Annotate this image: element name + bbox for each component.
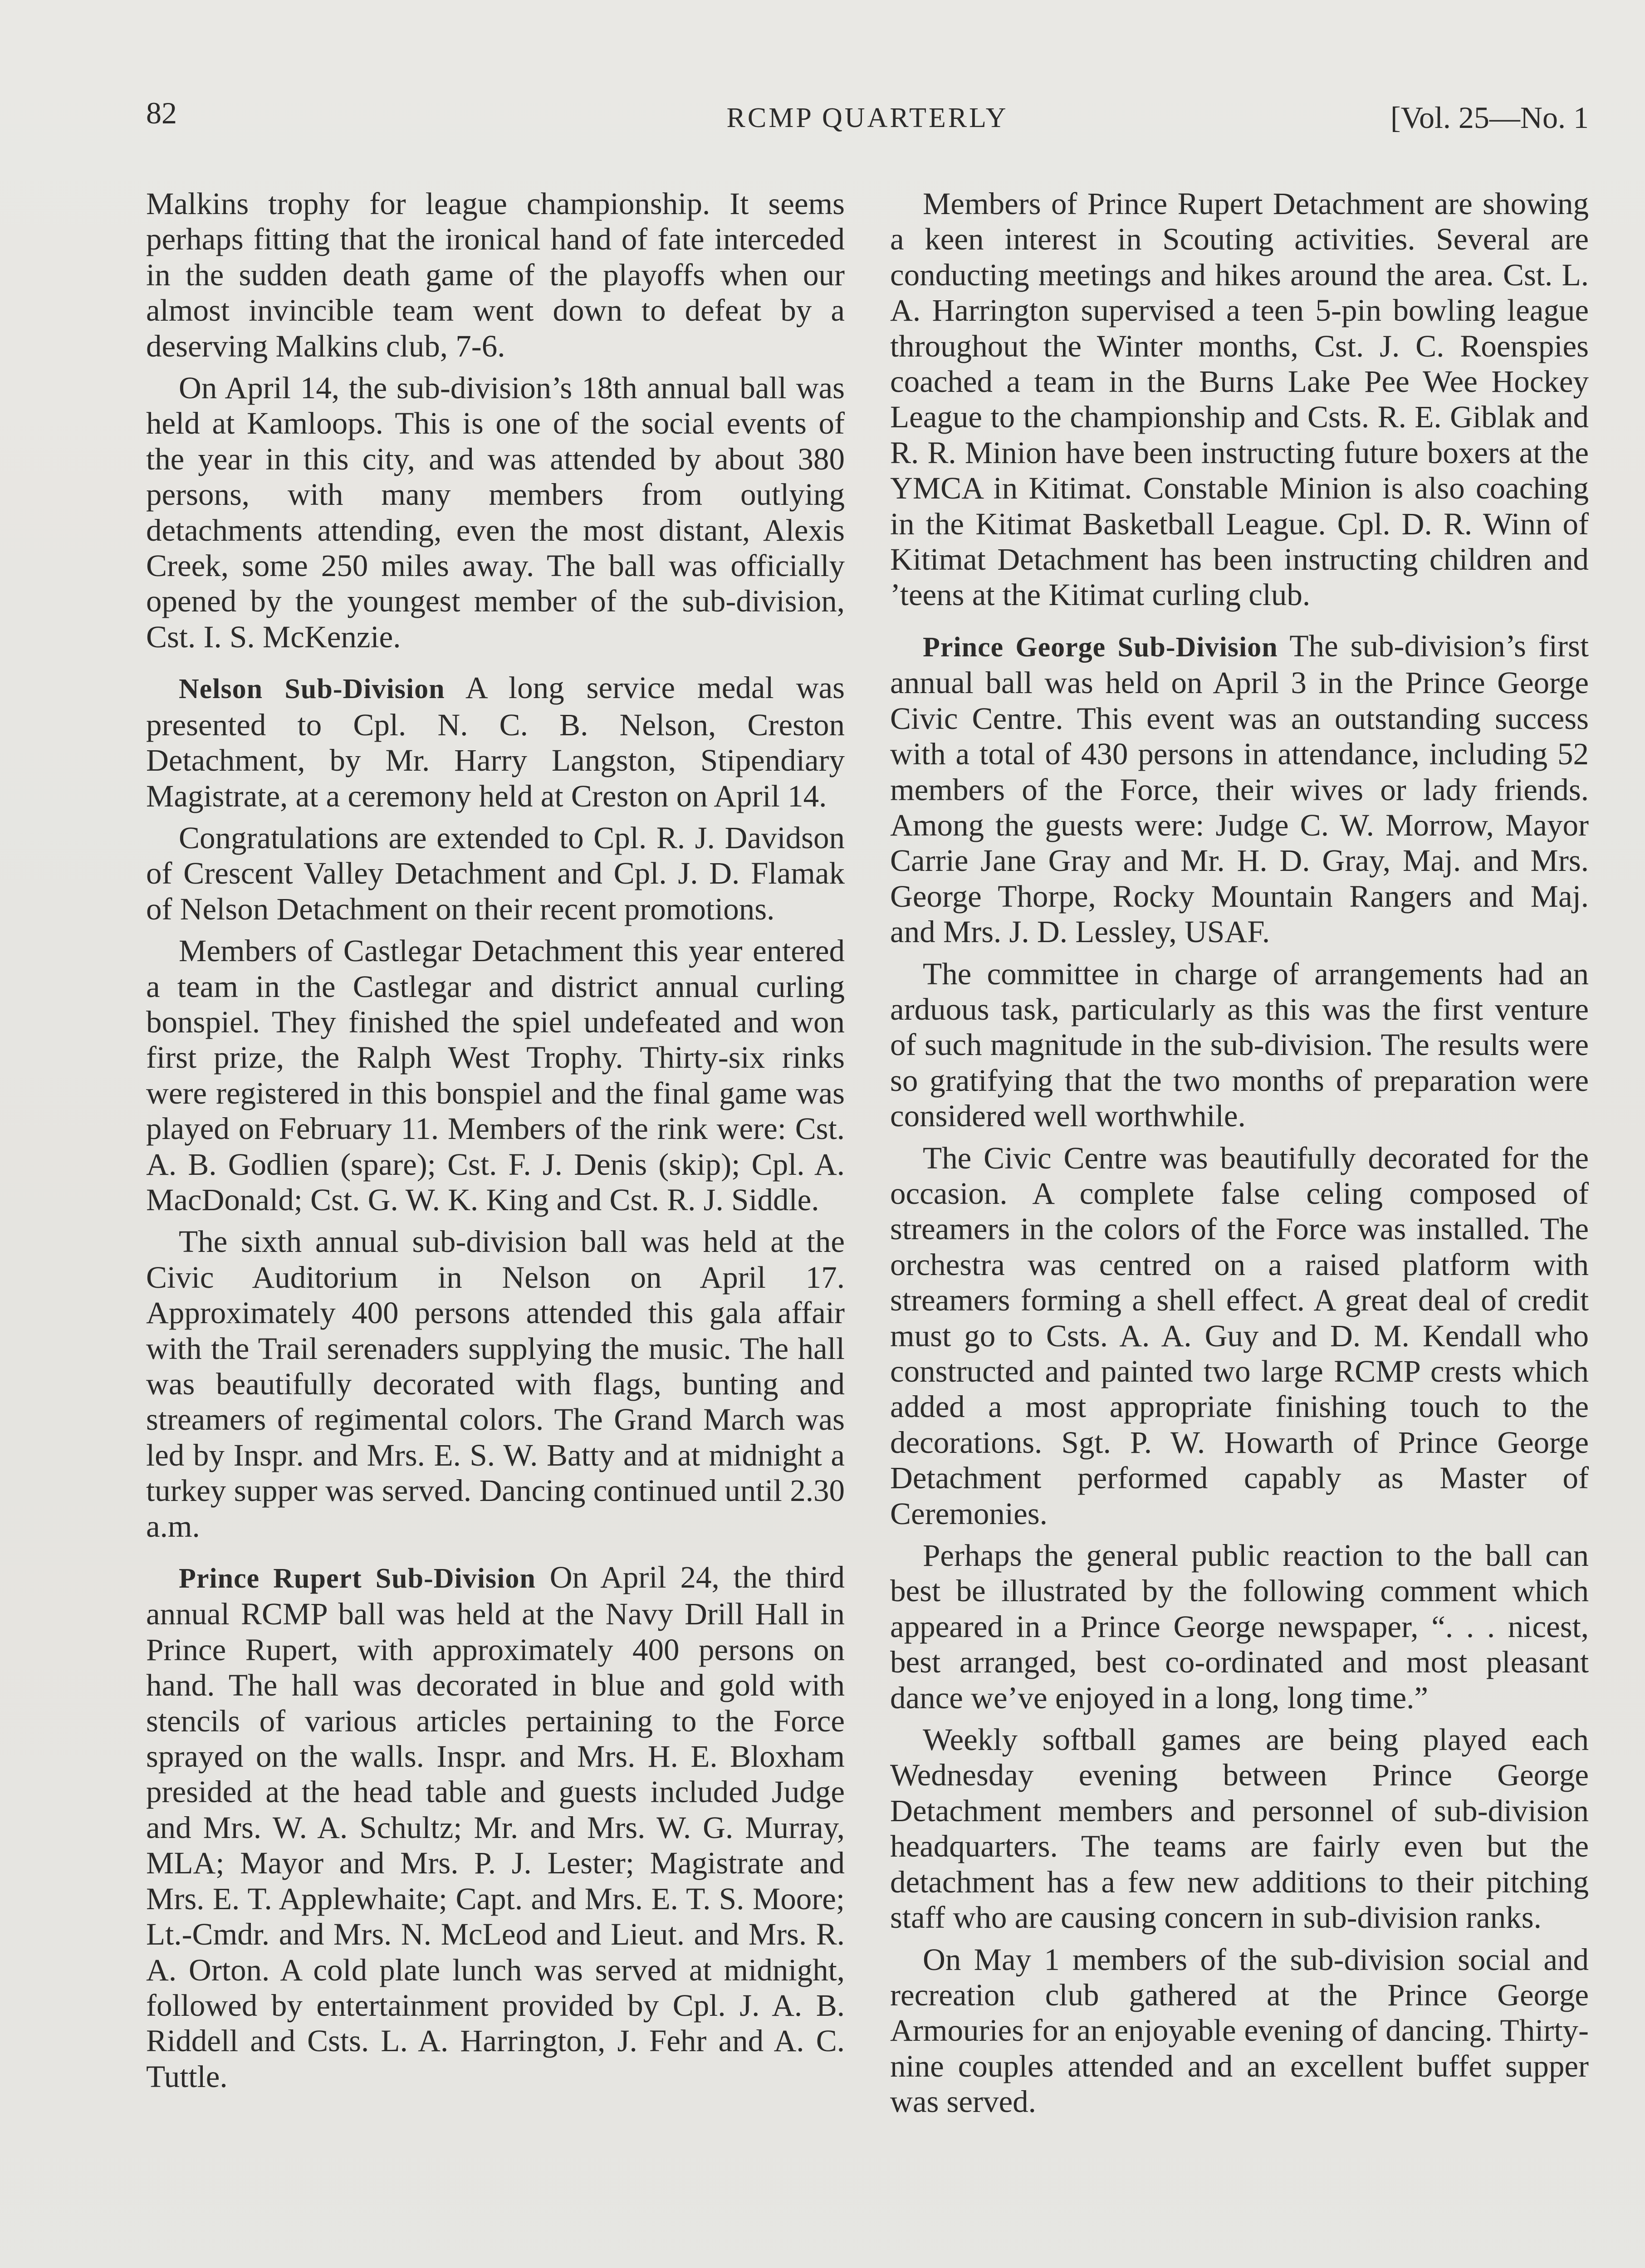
running-header (146, 91, 1589, 141)
paragraph-text: The Civic Centre was beautifully decorated for the occasion. A complete false celing composed of streamers in the colors of the Force was installed. The orchestra was centred on a raised platform with streamers forming a shell effect. A great deal of credit must go to Csts. A. A. Guy and D. M. Kendall who constructed and painted two large RCMP crests which added a most appropriate finishing touch to the decorations. Sgt. P. W. Howarth of Prince George Detachment performed capably as Master of Ceremonies. (890, 1140, 1589, 1531)
right-column (890, 186, 1589, 2126)
paragraph-text: Weekly softball games are being played each Wednesday evening between Prince George Detachment members and personnel of sub-division headquarters. The teams are fairly even but the detachment has a few new additions to their pitching staff who are causing concern in sub-division ranks. (890, 1722, 1589, 1935)
paragraph-text: Members of Prince Rupert Detachment are showing a keen interest in Scouting activities. Several are conducting meetings and hikes around the area. Cst. L. A. Harrington supervised a teen 5-pin bowling league throughout the Winter months, Cst. J. C. Roenspies coached a team in the Burns Lake Pee Wee Hockey League to the championship and Csts. R. E. Giblak and R. R. Minion have been instructing future boxers at the YMCA in Kitimat. Constable Minion is also coaching in the Kitimat Basketball League. Cpl. D. R. Winn of Kitimat Detachment has been instructing children and ’teens at the Kitimat curling club. (890, 186, 1589, 612)
paragraph (890, 956, 1589, 1134)
paragraph (890, 1538, 1589, 1716)
paragraph-text: Congratulations are extended to Cpl. R. J. Davidson of Crescent Valley Detachment and Cpl. J. D. Flamak of Nelson Detachment on their recent promotions. (146, 820, 845, 926)
paragraph-text: The sixth annual sub-division ball was held at the Civic Auditorium in Nelson on April 17. Approximately 400 persons attended this gala affair with the Trail serenaders supplying the music. The hall was beautifully decorated with flags, bunting and streamers of regimental colors. The Grand March was led by Inspr. and Mrs. E. S. W. Batty and at midnight a turkey supper was served. Dancing continued until 2.30 a.m. (146, 1224, 845, 1544)
page-number: 82 (146, 96, 177, 130)
paragraph (146, 820, 845, 927)
paragraph-text: The committee in charge of arrangements had an arduous task, particularly as this was the first venture of such magnitude in the sub-division. The results were so gratifying that the two months of preparation were considered well worthwhile. (890, 956, 1589, 1134)
section-heading: Prince Rupert Sub-Division (179, 1563, 536, 1594)
paragraph-text: Members of Castlegar Detachment this year entered a team in the Castlegar and district annual curling bonspiel. They finished the spiel undefeated and won first prize, the Ralph West Trophy. Thirty-six rinks were registered in this bonspiel and the final game was played on February 11. Members of the rink were: Cst. A. B. Godlien (spare); Cst. F. J. Denis (skip); Cpl. A. MacDonald; Cst. G. W. K. King and Cst. R. J. Siddle. (146, 934, 845, 1217)
paragraph-text: On April 24, the third annual RCMP ball was held at the Navy Drill Hall in Prince Rupert, with approximately 400 persons on hand. The hall was decorated in blue and gold with stencils of various articles pertaining to the Force sprayed on the walls. Inspr. and Mrs. H. E. Bloxham presided at the head table and guests included Judge and Mrs. W. A. Schultz; Mr. and Mrs. W. G. Murray, MLA; Mayor and Mrs. P. J. Lester; Magistrate and Mrs. E. T. Applewhaite; Capt. and Mrs. E. T. S. Moore; Lt.-Cmdr. and Mrs. N. McLeod and Lieut. and Mrs. R. A. Orton. A cold plate lunch was served at midnight, followed by entertainment provided by Cpl. J. A. B. Riddell and Csts. L. A. Harrington, J. Fehr and A. C. Tuttle. (146, 1560, 845, 2094)
journal-title: RCMP QUARTERLY (726, 103, 1009, 133)
paragraph-text: Malkins trophy for league championship. It seems perhaps fitting that the ironical hand of fate interceded in the sudden death game of the playoffs when our almost invincible team went down to defeat by a deserving Malkins club, 7-6. (146, 186, 845, 363)
paragraph-text: On May 1 members of the sub-division social and recreation club gathered at the Prince George Armouries for an enjoyable evening of dancing. Thirty-nine couples attended and an excellent buffet supper was served. (890, 1942, 1589, 2119)
volume-issue: [Vol. 25—No. 1 (1390, 100, 1589, 135)
paragraph (146, 1224, 845, 1544)
left-column (146, 186, 845, 2101)
paragraph (890, 1140, 1589, 1531)
paragraph-text: On April 14, the sub-division’s 18th annual ball was held at Kamloops. This is one of the social events of the year in this city, and was attended by about 380 persons, with many members from outlying detachments attending, even the most distant, Alexis Creek, some 250 miles away. The ball was officially opened by the youngest member of the sub-division, Cst. I. S. McKenzie. (146, 371, 845, 654)
paragraph (146, 186, 845, 364)
paragraph (890, 1942, 1589, 2120)
paragraph (146, 1559, 845, 2094)
paragraph (890, 186, 1589, 613)
paragraph (890, 1722, 1589, 1935)
paragraph (146, 370, 845, 655)
paragraph-text: The sub-division’s first annual ball was held on April 3 in the Prince George Civic Centre. This event was an outstanding success with a total of 430 persons in attendance, including 52 members of the Force, their wives or lady friends. Among the guests were: Judge C. W. Morrow, Mayor Carrie Jane Gray and Mr. H. D. Gray, Maj. and Mrs. George Thorpe, Rocky Mountain Rangers and Maj. and Mrs. J. D. Lessley, USAF. (890, 628, 1589, 949)
paragraph (890, 628, 1589, 950)
paragraph-text: Perhaps the general public reaction to the ball can best be illustrated by the following comment which appeared in a Prince George newspaper, “. . . nicest, best arranged, best co-ordinated and most pleasant dance we’ve enjoyed in a long, long time.” (890, 1538, 1589, 1715)
paragraph (146, 933, 845, 1217)
paragraph (146, 670, 845, 814)
section-heading: Nelson Sub-Division (179, 674, 445, 705)
paragraph-text: A long service medal was presented to Cpl. N. C. B. Nelson, Creston Detachment, by Mr. Harry Langston, Stipendiary Magistrate, at a ceremony held at Creston on April 14. (146, 670, 845, 813)
section-heading: Prince George Sub-Division (923, 631, 1278, 663)
